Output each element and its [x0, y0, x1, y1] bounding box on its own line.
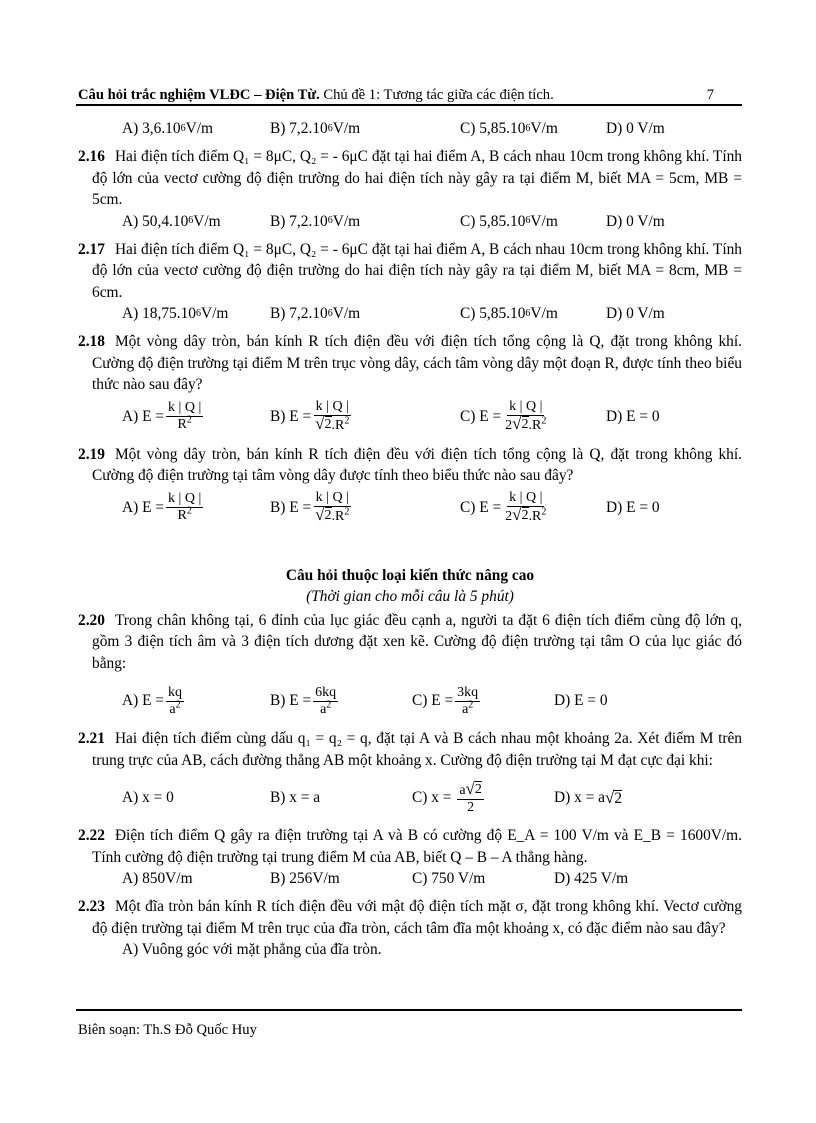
- header-title-bold: Câu hỏi trắc nghiệm VLĐC – Điện Từ.: [78, 87, 320, 103]
- fraction: a √ 2 2: [459, 778, 482, 815]
- option-d: D) E = 0: [554, 692, 608, 710]
- header-title: [78, 86, 554, 104]
- question-text: [78, 444, 742, 487]
- question-number: 2.19: [78, 445, 105, 463]
- option-c: C) E = $\frac{3kq}{a^2}$: [412, 684, 479, 717]
- question-body: Một đĩa tròn bán kính R tích điện đều với mật độ điện tích mặt σ, đặt trong không khí. Vectơ cường độ điện trường tại điểm M trên trục của đĩa tròn, cách tâm đĩa một khoảng x, có đặc điểm nào sau đây?: [92, 898, 742, 937]
- question-number: 2.17: [78, 240, 105, 258]
- question-text: [78, 239, 742, 304]
- fraction: k | Q | √ 2 $.R^2$: [315, 490, 350, 524]
- prev-question-options: [122, 118, 742, 140]
- fraction: $\frac{k | Q |}{R^2}$: [168, 491, 202, 523]
- question-body: Hai điện tích điểm Q₁ = 8μC, Q₂ = - 6μC đặt tại hai điểm A, B cách nhau 10cm trong không khí. Tính độ lớn của vectơ cường độ điện trường do hai điện tích này gây ra tại điểm M, biết MA = 8cm, MB = 6cm.: [92, 240, 742, 301]
- option-b: B) E = k | Q | √ 2 $.R^2$: [270, 399, 350, 433]
- option-c: C) 750 V/m: [412, 870, 486, 887]
- option-a: A) E = $\frac{k | Q |}{R^2}$: [122, 400, 202, 432]
- section-title: Câu hỏi thuộc loại kiến thức nâng cao: [285, 566, 535, 584]
- option-c: C) 5,85.10 6 V/m: [460, 305, 558, 322]
- option-a: A) 18,75.10 6 V/m: [122, 305, 229, 322]
- question-2-18: [78, 331, 742, 438]
- question-2-17: [78, 239, 742, 326]
- option-c: C) 5,85.10 6 V/m: [460, 212, 558, 230]
- page-header: [78, 86, 742, 104]
- option-a: A) 3,6.10 6 V/m: [122, 120, 213, 137]
- question-text: [78, 896, 742, 939]
- question-body: Hai điện tích điểm Q₁ = 8μC, Q₂ = - 6μC đặt tại hai điểm A, B cách nhau 10cm trong không khí. Tính độ lớn của vectơ cường độ điện trường do hai điện tích này gây ra tại điểm M, biết MA = 5cm, MB = 5cm.: [92, 148, 742, 208]
- fraction: $\frac{6kq}{a^2}$: [315, 684, 337, 717]
- option-a: A) 50,4.10 6 V/m: [122, 212, 221, 230]
- question-body: Điện tích điểm Q gây ra điện trường tại A và B có cường độ E_A = 100 V/m và E_B = 1600V/m. Tính cường độ điện trường tại trung điểm M của AB, biết Q – B – A thẳng hàng.: [92, 827, 742, 866]
- question-number: 2.16: [78, 148, 105, 165]
- question-text: [78, 825, 742, 868]
- question-text: [78, 331, 742, 396]
- sqrt-symbol: √ 2: [512, 505, 529, 524]
- option-d: D) 0 V/m: [606, 305, 665, 322]
- question-options: [122, 680, 742, 722]
- option-a: A) x = 0: [122, 789, 174, 807]
- option-b: B) x = a: [270, 789, 321, 807]
- section-subtitle: (Thời gian cho mỗi câu là 5 phút): [306, 588, 514, 605]
- option-c: C) E = k | Q | 2 √ 2 $.R^2$: [460, 490, 547, 524]
- question-body: Một vòng dây tròn, bán kính R tích điện đều với điện tích tổng cộng là Q, đặt trong không khí. Cường độ điện trường tại tâm vòng dây được tính theo biểu thức nào sau đây?: [92, 445, 742, 484]
- option-d: D) 0 V/m: [606, 120, 665, 137]
- question-options: [122, 303, 742, 325]
- header-rule: [76, 104, 742, 106]
- option-c: C) E = k | Q | 2 √ 2 $.R^2$: [460, 399, 547, 433]
- option-a: A) E = $\frac{k | Q |}{R^2}$: [122, 491, 202, 523]
- option-d: D) E = 0: [606, 407, 660, 425]
- question-2-19: [78, 444, 742, 529]
- question-options: [122, 211, 742, 233]
- question-2-21: [78, 728, 742, 819]
- question-options: [122, 868, 742, 890]
- question-number: 2.21: [78, 730, 105, 747]
- question-options: [122, 939, 742, 961]
- option-d: D) 0 V/m: [606, 212, 665, 230]
- fraction: k | Q | 2 √ 2 $.R^2$: [505, 490, 547, 524]
- question-number: 2.23: [78, 898, 105, 915]
- option-d: D) 425 V/m: [554, 870, 629, 887]
- question-2-20: [78, 610, 742, 723]
- question-number: 2.20: [78, 611, 105, 629]
- question-2-22: [78, 825, 742, 890]
- question-options: [122, 396, 742, 438]
- option-d: D) E = 0: [606, 498, 660, 516]
- question-body: Một vòng dây tròn, bán kính R tích điện đều với điện tích tổng cộng là Q, đặt trong không khí. Cường độ điện trường tại điểm M trên trục vòng dây, cách tâm vòng dây một đoạn R, được tính theo biểu thức nào sau đây?: [92, 333, 742, 393]
- question-2-23: [78, 896, 742, 961]
- fraction: $\frac{3kq}{a^2}$: [457, 684, 479, 717]
- option-b: B) 256V/m: [270, 870, 340, 887]
- question-options: [122, 487, 742, 529]
- fraction: k | Q | √ 2 $.R^2$: [315, 399, 350, 433]
- sqrt-symbol: √ 2: [315, 505, 332, 524]
- option-c: C) x = a √ 2 2: [412, 778, 482, 815]
- option-a: A) Vuông góc với mặt phẳng của đĩa tròn.: [122, 941, 382, 958]
- option-b: B) 7,2.10 6 V/m: [270, 305, 361, 322]
- footer-author: Biên soạn: Th.S Đỗ Quốc Huy: [78, 1022, 257, 1038]
- footer-rule: [76, 1009, 742, 1011]
- option-d: D) x = a √ 2: [554, 788, 623, 807]
- question-text: [78, 728, 742, 771]
- question-body: Hai điện tích điểm cùng dấu q₁ = q₂ = q, đặt tại A và B cách nhau một khoảng 2a. Xét điểm M trên trung trực của AB, cách đường thẳng AB một khoảng x. Cường độ điện trường tại M đạt cực đại khi:: [92, 730, 742, 769]
- option-a: A) E = $\frac{kq}{a^2}$: [122, 684, 183, 717]
- sqrt-symbol: √ 2: [605, 788, 623, 807]
- fraction: k | Q | 2 √ 2 $.R^2$: [505, 399, 547, 433]
- question-text: [78, 610, 742, 675]
- questions-content: [78, 118, 742, 961]
- option-b: B) 7,2.10 6 V/m: [270, 120, 361, 137]
- question-body: Trong chân không tại, 6 đỉnh của lục giác đều cạnh a, người ta đặt 6 điện tích điểm cùng độ lớn q, gồm 3 điện tích âm và 3 điện tích dương đặt xen kẽ. Cường độ điện trường tại tâm O của lục giác đó bằng:: [92, 611, 742, 672]
- question-number: 2.18: [78, 333, 105, 350]
- option-b: B) E = $\frac{6kq}{a^2}$: [270, 684, 337, 717]
- option-b: B) 7,2.10 6 V/m: [270, 212, 361, 230]
- question-options: [122, 777, 742, 819]
- option-b: B) E = k | Q | √ 2 $.R^2$: [270, 490, 350, 524]
- fraction: $\frac{kq}{a^2}$: [168, 684, 183, 717]
- fraction: $\frac{k | Q |}{R^2}$: [168, 400, 202, 432]
- page-number: 7: [706, 87, 714, 103]
- sqrt-symbol: √ 2: [512, 414, 529, 433]
- sqrt-symbol: √ 2: [315, 414, 332, 433]
- option-c: C) 5,85.10 6 V/m: [460, 120, 558, 137]
- header-title-rest: Chủ đề 1: Tương tác giữa các điện tích.: [319, 87, 554, 103]
- option-a: A) 850V/m: [122, 870, 193, 887]
- question-number: 2.22: [78, 827, 105, 844]
- question-text: [78, 146, 742, 211]
- question-2-16: [78, 146, 742, 233]
- sqrt-symbol: √ 2: [465, 778, 482, 798]
